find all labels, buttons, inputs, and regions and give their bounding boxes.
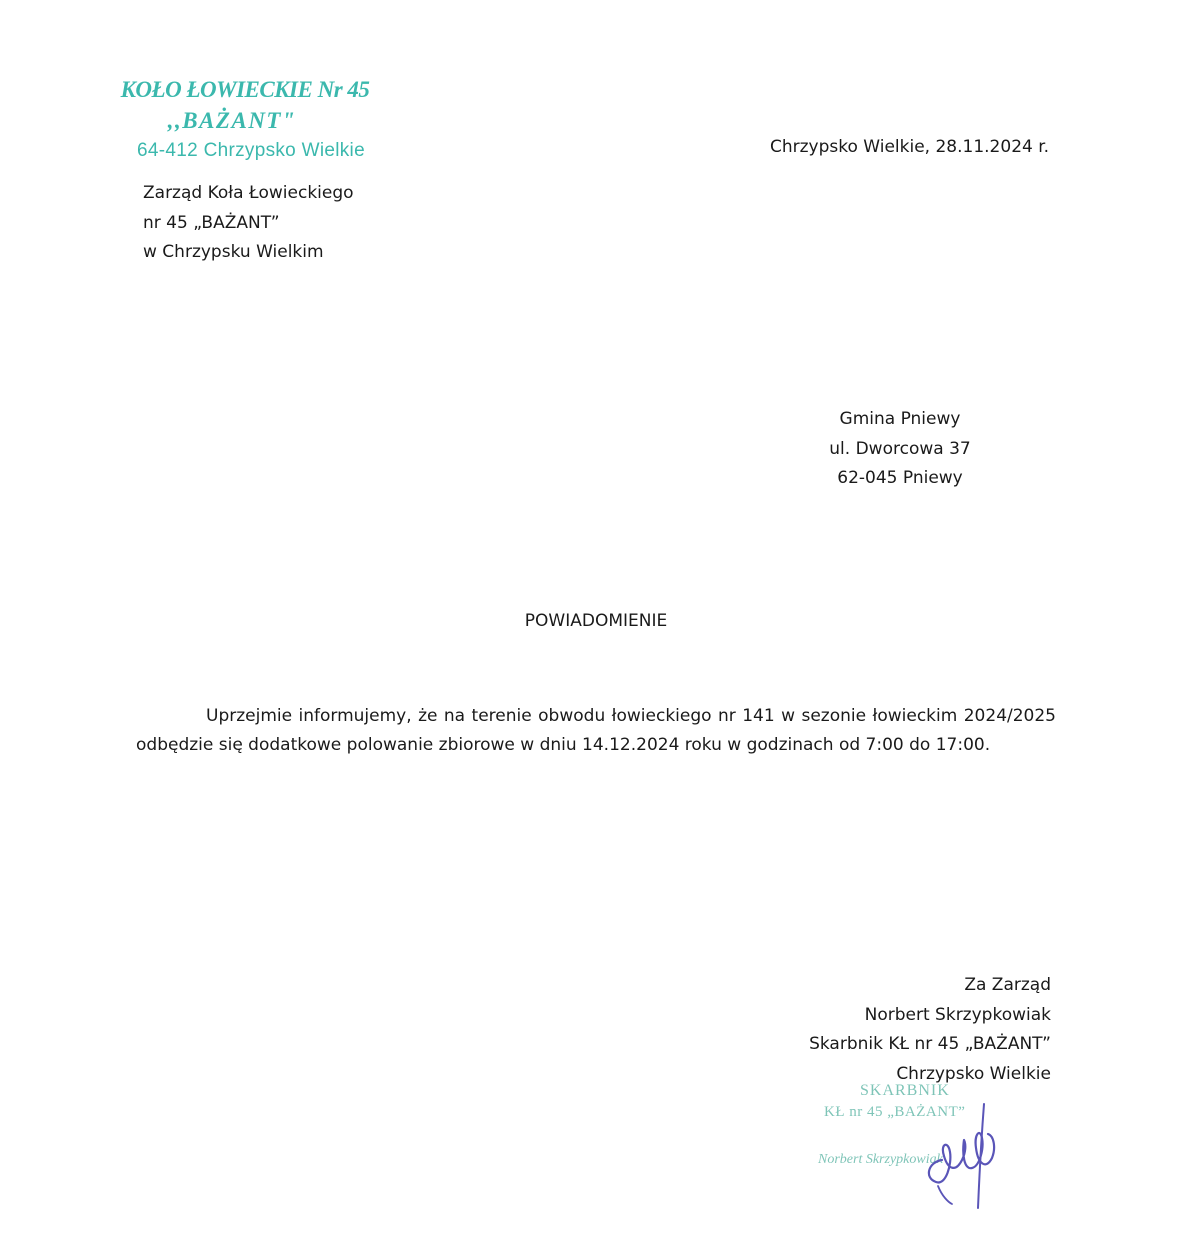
sender-line-3: w Chrzypsku Wielkim <box>143 242 324 262</box>
recipient-line-2: ul. Dworcowa 37 <box>829 438 971 459</box>
seal-line-3: Norbert Skrzypkowiak <box>818 1152 943 1167</box>
signature-line-3: Skarbnik KŁ nr 45 „BAŻANT” <box>809 1034 1051 1054</box>
seal-line-2: KŁ nr 45 „BAŻANT” <box>824 1104 966 1120</box>
body-paragraph: Uprzejmie informujemy, że na terenie obwodu łowieckiego nr 141 w sezonie łowieckim 2024/2025 odbędzie się dodatkowe polowanie zbiorowe w dniu 14.12.2024 roku w godzinach od 7:00 do 17:00. <box>136 706 1056 755</box>
seal-line-1: SKARBNIK <box>860 1082 950 1099</box>
signature-line-4: Chrzypsko Wielkie <box>896 1063 1051 1084</box>
signature-line-1: Za Zarząd <box>964 975 1051 995</box>
sender-block <box>143 179 354 268</box>
sender-line-1: Zarząd Koła Łowieckiego <box>143 183 354 203</box>
stamp-org-name: KOŁO ŁOWIECKIE Nr 45 <box>120 77 370 102</box>
recipient-line-1: Gmina Pniewy <box>839 409 961 429</box>
signature-line-2: Norbert Skrzypkowiak <box>864 1004 1051 1025</box>
document-date: Chrzypsko Wielkie, 28.11.2024 r. <box>770 137 1050 157</box>
document-title: POWIADOMIENIE <box>524 611 668 631</box>
organization-stamp-header <box>100 74 390 166</box>
recipient-block <box>800 405 1000 494</box>
stamp-org-subname: ,,BAŻANT" <box>167 108 297 133</box>
stamp-org-address: 64-412 Chrzypsko Wielkie <box>137 140 365 161</box>
handwritten-signature-icon <box>922 1100 1012 1212</box>
sender-line-2: nr 45 „BAŻANT” <box>143 212 280 233</box>
recipient-line-3: 62-045 Pniewy <box>837 468 963 488</box>
signature-block <box>809 971 1051 1089</box>
